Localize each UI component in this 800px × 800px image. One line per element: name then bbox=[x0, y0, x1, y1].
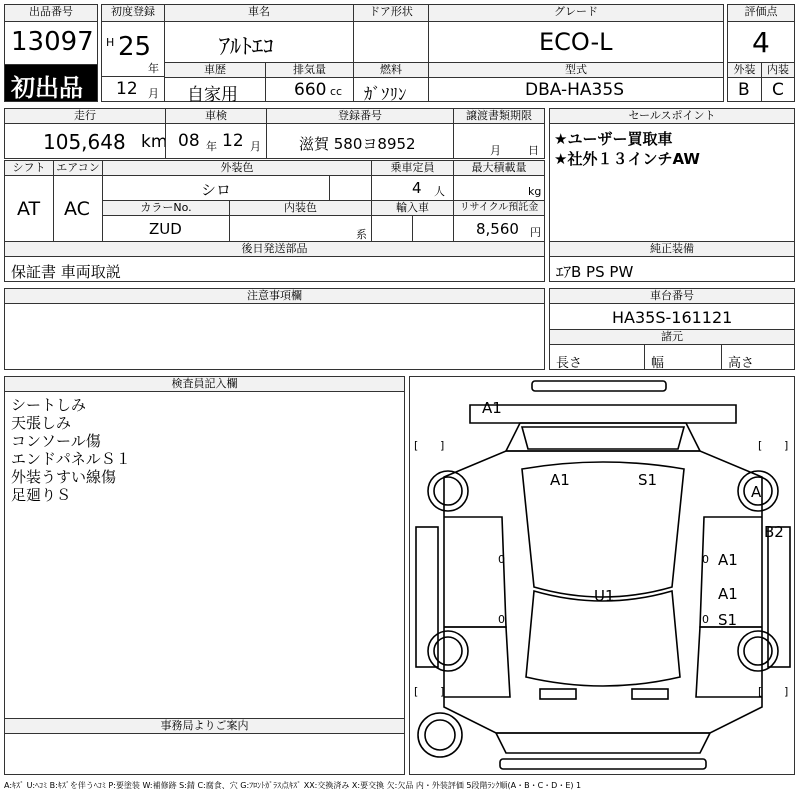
displacement: 660 bbox=[294, 80, 327, 100]
height-cell bbox=[721, 344, 795, 370]
score-cell bbox=[727, 21, 795, 63]
office-notice-cell bbox=[4, 733, 405, 775]
score-label: 評価点 bbox=[727, 4, 795, 22]
history: 自家用 bbox=[187, 85, 238, 105]
model: DBA-HA35S bbox=[525, 80, 624, 100]
front-bumper-shape bbox=[532, 381, 666, 391]
mark-right-front-wheel: A bbox=[751, 483, 762, 501]
inspection-cell bbox=[165, 123, 267, 159]
color-no: ZUD bbox=[149, 220, 182, 238]
year-unit: 年 bbox=[148, 62, 159, 75]
chassis-label: 車台番号 bbox=[549, 288, 795, 304]
max-load-label: 最大積載量 bbox=[453, 160, 545, 176]
windshield-shape bbox=[522, 427, 684, 449]
floor-shape bbox=[526, 591, 680, 686]
width-cell bbox=[644, 344, 722, 370]
inspection-label: 車検 bbox=[165, 108, 267, 124]
width-label: 幅 bbox=[651, 356, 665, 371]
bracket-left-front-open: [ bbox=[414, 439, 419, 452]
grade-label: グレード bbox=[428, 4, 724, 22]
door-label: ドア形状 bbox=[353, 4, 429, 22]
color-cell bbox=[102, 175, 330, 201]
sales-points-label: セールスポイント bbox=[549, 108, 795, 124]
model-label: 型式 bbox=[428, 62, 724, 78]
history-cell bbox=[164, 77, 266, 105]
import-label: 輸入車 bbox=[371, 200, 454, 216]
first-listing-text: 初出品 bbox=[11, 74, 83, 102]
capacity: 4 bbox=[412, 179, 422, 197]
shift-label: シフト bbox=[4, 160, 54, 176]
max-load-unit: kg bbox=[528, 185, 542, 198]
mark-right-rear-quarter: S1 bbox=[718, 611, 738, 629]
displacement-label: 排気量 bbox=[265, 62, 354, 78]
left-front-door-shape bbox=[444, 517, 506, 627]
mark-roof-left: A1 bbox=[550, 471, 570, 489]
fuel: ｶﾞｿﾘﾝ bbox=[364, 85, 407, 105]
bracket-left-front-close: ] bbox=[440, 439, 445, 452]
mileage: 105,648 bbox=[43, 130, 126, 154]
mark-front-panel: A1 bbox=[482, 399, 502, 417]
door-value bbox=[353, 21, 429, 63]
interior-grade: C bbox=[772, 80, 784, 100]
interior-label: 内装 bbox=[761, 62, 795, 78]
recycle-cell bbox=[453, 215, 545, 242]
zero-left-front: 0 bbox=[498, 553, 505, 566]
later-parts-label: 後日発送部品 bbox=[4, 241, 545, 257]
color-no-label: カラーNo. bbox=[102, 200, 230, 216]
mark-right-front-door: A1 bbox=[718, 551, 738, 569]
later-parts: 保証書 車両取説 bbox=[11, 263, 121, 281]
chassis-cell bbox=[549, 303, 795, 330]
first-reg-year: 25 bbox=[118, 32, 152, 62]
inspector-line-4: エンドパネルＳ１ bbox=[11, 450, 131, 468]
mark-right-front-fender: B2 bbox=[764, 523, 784, 541]
front-grille-shape bbox=[470, 405, 736, 423]
ac: AC bbox=[64, 198, 90, 220]
mark-floor: U1 bbox=[594, 587, 615, 605]
score: 4 bbox=[752, 26, 770, 59]
capacity-cell bbox=[371, 175, 454, 201]
specs-label: 諸元 bbox=[549, 329, 795, 345]
bracket-left-rear-open: [ bbox=[414, 685, 419, 698]
transfer-cell bbox=[453, 123, 545, 159]
bracket-right-rear-open: [ bbox=[758, 685, 763, 698]
fuel-cell bbox=[353, 77, 429, 105]
exterior-label: 外装 bbox=[727, 62, 762, 78]
later-parts-cell bbox=[4, 256, 545, 282]
rear-light-right-shape bbox=[632, 689, 668, 699]
mark-roof-right: S1 bbox=[638, 471, 658, 489]
length-cell bbox=[549, 344, 645, 370]
capacity-label: 乗車定員 bbox=[371, 160, 454, 176]
car-diagram-svg bbox=[410, 377, 796, 776]
car-name-label: 車名 bbox=[164, 4, 354, 22]
sales-point-2: ★社外１３インチAW bbox=[554, 150, 700, 168]
ac-cell bbox=[53, 175, 103, 242]
rear-bumper-shape bbox=[500, 759, 706, 769]
registration-cell bbox=[266, 123, 454, 159]
exterior-grade: B bbox=[738, 80, 750, 100]
notes-cell bbox=[4, 303, 545, 370]
mileage-cell bbox=[4, 123, 166, 159]
sales-point-1: ★ユーザー買取車 bbox=[554, 130, 673, 148]
inspection-year: 08 bbox=[178, 131, 200, 151]
office-notice-label: 事務局よりご案内 bbox=[4, 718, 405, 734]
genuine-equipment-label: 純正装備 bbox=[549, 241, 795, 257]
inspector-line-1: シートしみ bbox=[11, 396, 87, 414]
inspector-line-5: 外装うすい線傷 bbox=[11, 468, 117, 486]
length-label: 長さ bbox=[556, 356, 583, 371]
lot-number-cell bbox=[4, 21, 98, 65]
lot-number-label: 出品番号 bbox=[4, 4, 98, 22]
bracket-right-rear-close: ] bbox=[784, 685, 789, 698]
ac-label: エアコン bbox=[53, 160, 103, 176]
interior-color-label: 内装色 bbox=[229, 200, 372, 216]
inspection-month-unit: 月 bbox=[250, 140, 261, 153]
roof-shape bbox=[522, 462, 684, 597]
shift-cell bbox=[4, 175, 54, 242]
color-no-cell bbox=[102, 215, 230, 242]
chassis-number: HA35S-161121 bbox=[612, 308, 733, 327]
inspector-line-6: 足廻りＳ bbox=[11, 486, 72, 504]
import-cell-a bbox=[371, 215, 413, 242]
rear-panel-shape bbox=[496, 733, 710, 753]
genuine-equipment: ｴｱB PS PW bbox=[556, 263, 634, 281]
month-unit: 月 bbox=[148, 87, 159, 100]
rear-light-left-shape bbox=[540, 689, 576, 699]
mark-right-rear-door: A1 bbox=[718, 585, 738, 603]
transfer-label: 譲渡書類期限 bbox=[453, 108, 545, 124]
legend: A:ｷｽﾞ U:ﾍｺﾐ B:ｷｽﾞを伴うﾍｺﾐ P:要塗装 W:補修跡 S:錆 C:腐食、穴 G:ﾌﾛﾝﾄｶﾞﾗｽ点ｷｽﾞ XX:交換済み X:要交換 欠:欠品 内・外装評価 5段階ﾗﾝｸ順(A・B・C・D・E) 1 bbox=[4, 781, 582, 790]
interior-color-unit: 系 bbox=[356, 228, 367, 241]
inspector-label: 検査員記入欄 bbox=[4, 376, 405, 392]
registration-label: 登録番号 bbox=[266, 108, 454, 124]
grade: ECO-L bbox=[539, 28, 613, 56]
genuine-equipment-cell bbox=[549, 256, 795, 282]
registration: 滋賀 580ヨ8952 bbox=[299, 135, 416, 153]
bracket-left-rear-close: ] bbox=[440, 685, 445, 698]
bracket-right-front-open: [ bbox=[758, 439, 763, 452]
zero-right-front: 0 bbox=[702, 553, 709, 566]
interior-grade-cell bbox=[761, 77, 795, 102]
inspector-cell bbox=[4, 391, 405, 719]
model-cell bbox=[428, 77, 724, 102]
inspector-line-3: コンソール傷 bbox=[11, 432, 101, 450]
notes-label: 注意事項欄 bbox=[4, 288, 545, 304]
car-diagram bbox=[409, 376, 795, 775]
first-listing-badge bbox=[4, 64, 98, 102]
transfer-month-unit: 月 bbox=[490, 144, 501, 157]
zero-left-rear: 0 bbox=[498, 613, 505, 626]
car-name-cell bbox=[164, 21, 354, 63]
inspection-month: 12 bbox=[222, 131, 244, 151]
transfer-day-unit: 日 bbox=[528, 144, 539, 157]
zero-right-rear: 0 bbox=[702, 613, 709, 626]
recycle: 8,560 bbox=[476, 220, 519, 238]
mileage-unit: km bbox=[141, 132, 168, 152]
lot-number: 13097 bbox=[11, 27, 94, 57]
displacement-unit: cc bbox=[330, 85, 343, 98]
bracket-right-front-close: ] bbox=[784, 439, 789, 452]
exterior-grade-cell bbox=[727, 77, 762, 102]
color: シロ bbox=[201, 181, 232, 199]
first-reg-month: 12 bbox=[116, 79, 138, 99]
first-reg-cell bbox=[101, 21, 165, 77]
first-reg-month-cell bbox=[101, 76, 165, 102]
interior-color-cell bbox=[229, 215, 372, 242]
mileage-label: 走行 bbox=[4, 108, 166, 124]
inspector-line-2: 天張しみ bbox=[11, 414, 72, 432]
height-label: 高さ bbox=[728, 356, 755, 371]
era-prefix: H bbox=[106, 36, 115, 49]
color-extra-cell bbox=[329, 175, 372, 201]
grade-cell bbox=[428, 21, 724, 63]
fuel-label: 燃料 bbox=[353, 62, 429, 78]
history-label: 車歴 bbox=[164, 62, 266, 78]
sales-points-cell bbox=[549, 123, 795, 242]
import-cell-b bbox=[412, 215, 454, 242]
first-reg-label: 初度登録 bbox=[101, 4, 165, 22]
inspection-year-unit: 年 bbox=[206, 140, 217, 153]
capacity-unit: 人 bbox=[434, 185, 445, 198]
car-name: ｱﾙﾄｴｺ bbox=[219, 35, 275, 60]
color-label: 外装色 bbox=[102, 160, 372, 176]
recycle-unit: 円 bbox=[530, 226, 541, 239]
max-load-cell bbox=[453, 175, 545, 201]
displacement-cell bbox=[265, 77, 354, 102]
recycle-label: リサイクル預託金 bbox=[453, 200, 545, 216]
shift: AT bbox=[17, 198, 41, 220]
